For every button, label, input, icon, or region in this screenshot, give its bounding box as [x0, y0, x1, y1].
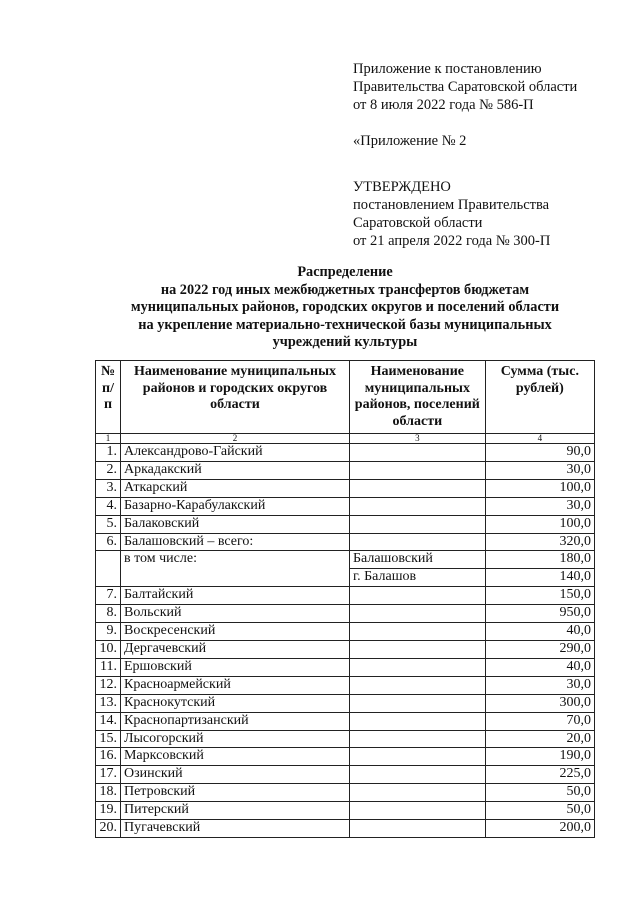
approved-line: Саратовской области — [353, 215, 483, 231]
table-row — [96, 551, 595, 569]
row-sum: 200,0 — [485, 820, 594, 838]
row-district: Балаковский — [120, 515, 349, 533]
row-settlement — [349, 587, 485, 605]
row-sum: 140,0 — [485, 569, 594, 587]
table-row — [96, 730, 595, 748]
row-number: 4. — [96, 497, 121, 515]
row-settlement — [349, 479, 485, 497]
row-settlement — [349, 444, 485, 462]
header-district: Наименование муниципальных районов и городских округов области — [120, 361, 349, 434]
row-number: 20. — [96, 820, 121, 838]
row-number: 2. — [96, 461, 121, 479]
row-district: Аркадакский — [120, 461, 349, 479]
row-sum: 90,0 — [485, 444, 594, 462]
colnum: 2 — [120, 434, 349, 444]
row-district: Ершовский — [120, 658, 349, 676]
row-sum: 30,0 — [485, 497, 594, 515]
approved-line: от 21 апреля 2022 года № 300-П — [353, 233, 551, 249]
row-sum: 20,0 — [485, 730, 594, 748]
row-district: Балтайский — [120, 587, 349, 605]
row-settlement — [349, 515, 485, 533]
table-row — [96, 748, 595, 766]
row-district: Воскресенский — [120, 623, 349, 641]
row-sum: 100,0 — [485, 479, 594, 497]
row-number: 7. — [96, 587, 121, 605]
header-num: № п/п — [96, 361, 121, 434]
row-district: Аткарский — [120, 479, 349, 497]
row-settlement — [349, 784, 485, 802]
table-row — [96, 444, 595, 462]
row-number: 1. — [96, 444, 121, 462]
row-sum: 50,0 — [485, 802, 594, 820]
title-line: муниципальных районов, городских округов и поселений области — [130, 299, 560, 316]
column-number-row — [96, 434, 595, 444]
row-settlement — [349, 802, 485, 820]
row-district: Озинский — [120, 766, 349, 784]
header-settlement: Наименование муниципальных районов, поселений области — [349, 361, 485, 434]
row-number: 9. — [96, 623, 121, 641]
row-sum: 225,0 — [485, 766, 594, 784]
row-district: Пугачевский — [120, 820, 349, 838]
row-settlement — [349, 533, 485, 551]
colnum: 4 — [485, 434, 594, 444]
title-line: учреждений культуры — [272, 334, 418, 351]
row-settlement: Балашовский — [349, 551, 485, 569]
approved-line: постановлением Правительства — [353, 197, 550, 213]
row-number: 11. — [96, 658, 121, 676]
row-settlement — [349, 676, 485, 694]
table-row — [96, 766, 595, 784]
row-number: 5. — [96, 515, 121, 533]
row-district: в том числе: — [120, 551, 349, 587]
approved-word: УТВЕРЖДЕНО — [353, 179, 451, 195]
table-row — [96, 676, 595, 694]
row-settlement — [349, 748, 485, 766]
row-sum: 290,0 — [485, 640, 594, 658]
title-line: на 2022 год иных межбюджетных трансфертов бюджетам — [160, 281, 530, 298]
row-sum: 30,0 — [485, 461, 594, 479]
table-row — [96, 712, 595, 730]
row-sum: 100,0 — [485, 515, 594, 533]
row-settlement — [349, 605, 485, 623]
row-sum: 190,0 — [485, 748, 594, 766]
row-district: Краснокутский — [120, 694, 349, 712]
row-number — [96, 551, 121, 587]
row-sum: 950,0 — [485, 605, 594, 623]
table-row — [96, 623, 595, 641]
title-line: на укрепление материально-технической базы муниципальных — [138, 316, 552, 333]
document-header — [353, 60, 577, 114]
table-row — [96, 694, 595, 712]
table-row — [96, 605, 595, 623]
table-row — [96, 820, 595, 838]
table-header-row — [96, 361, 595, 434]
row-settlement — [349, 820, 485, 838]
table-row — [96, 640, 595, 658]
row-sum: 180,0 — [485, 551, 594, 569]
colnum: 1 — [96, 434, 121, 444]
row-number: 15. — [96, 730, 121, 748]
row-district: Вольский — [120, 605, 349, 623]
row-district: Краснопартизанский — [120, 712, 349, 730]
table-row — [96, 587, 595, 605]
row-district: Питерский — [120, 802, 349, 820]
header-sum: Сумма (тыс. рублей) — [485, 361, 594, 434]
table-row — [96, 658, 595, 676]
row-number: 14. — [96, 712, 121, 730]
table-row — [96, 533, 595, 551]
row-settlement — [349, 694, 485, 712]
table-row — [96, 515, 595, 533]
table-row — [96, 461, 595, 479]
row-settlement — [349, 658, 485, 676]
row-district: Дергачевский — [120, 640, 349, 658]
row-district: Балашовский – всего: — [120, 533, 349, 551]
row-number: 8. — [96, 605, 121, 623]
table-row — [96, 802, 595, 820]
row-number: 16. — [96, 748, 121, 766]
row-number: 12. — [96, 676, 121, 694]
approval-block — [353, 133, 551, 262]
row-district: Базарно-Карабулакский — [120, 497, 349, 515]
row-district: Красноармейский — [120, 676, 349, 694]
colnum: 3 — [349, 434, 485, 444]
header-line: от 8 июля 2022 года № 586-П — [353, 97, 534, 113]
table-row — [96, 784, 595, 802]
row-sum: 320,0 — [485, 533, 594, 551]
row-settlement — [349, 497, 485, 515]
row-district: Александрово-Гайский — [120, 444, 349, 462]
row-number: 10. — [96, 640, 121, 658]
row-sum: 150,0 — [485, 587, 594, 605]
row-sum: 70,0 — [485, 712, 594, 730]
row-sum: 300,0 — [485, 694, 594, 712]
row-number: 19. — [96, 802, 121, 820]
row-district: Лысогорский — [120, 730, 349, 748]
row-number: 3. — [96, 479, 121, 497]
row-settlement — [349, 461, 485, 479]
row-sum: 40,0 — [485, 658, 594, 676]
distribution-table — [95, 360, 595, 838]
title-line: Распределение — [297, 264, 393, 280]
row-settlement — [349, 730, 485, 748]
table-row — [96, 497, 595, 515]
row-settlement — [349, 640, 485, 658]
header-line: Приложение к постановлению — [353, 61, 542, 77]
row-number: 13. — [96, 694, 121, 712]
annex-label: «Приложение № 2 — [353, 133, 467, 149]
row-number: 6. — [96, 533, 121, 551]
document-title — [95, 264, 595, 352]
row-number: 17. — [96, 766, 121, 784]
row-sum: 30,0 — [485, 676, 594, 694]
header-line: Правительства Саратовской области — [353, 79, 578, 95]
row-sum: 40,0 — [485, 623, 594, 641]
row-district: Петровский — [120, 784, 349, 802]
row-number: 18. — [96, 784, 121, 802]
row-settlement — [349, 712, 485, 730]
row-sum: 50,0 — [485, 784, 594, 802]
row-settlement: г. Балашов — [349, 569, 485, 587]
row-district: Марксовский — [120, 748, 349, 766]
row-settlement — [349, 623, 485, 641]
row-settlement — [349, 766, 485, 784]
table-row — [96, 479, 595, 497]
